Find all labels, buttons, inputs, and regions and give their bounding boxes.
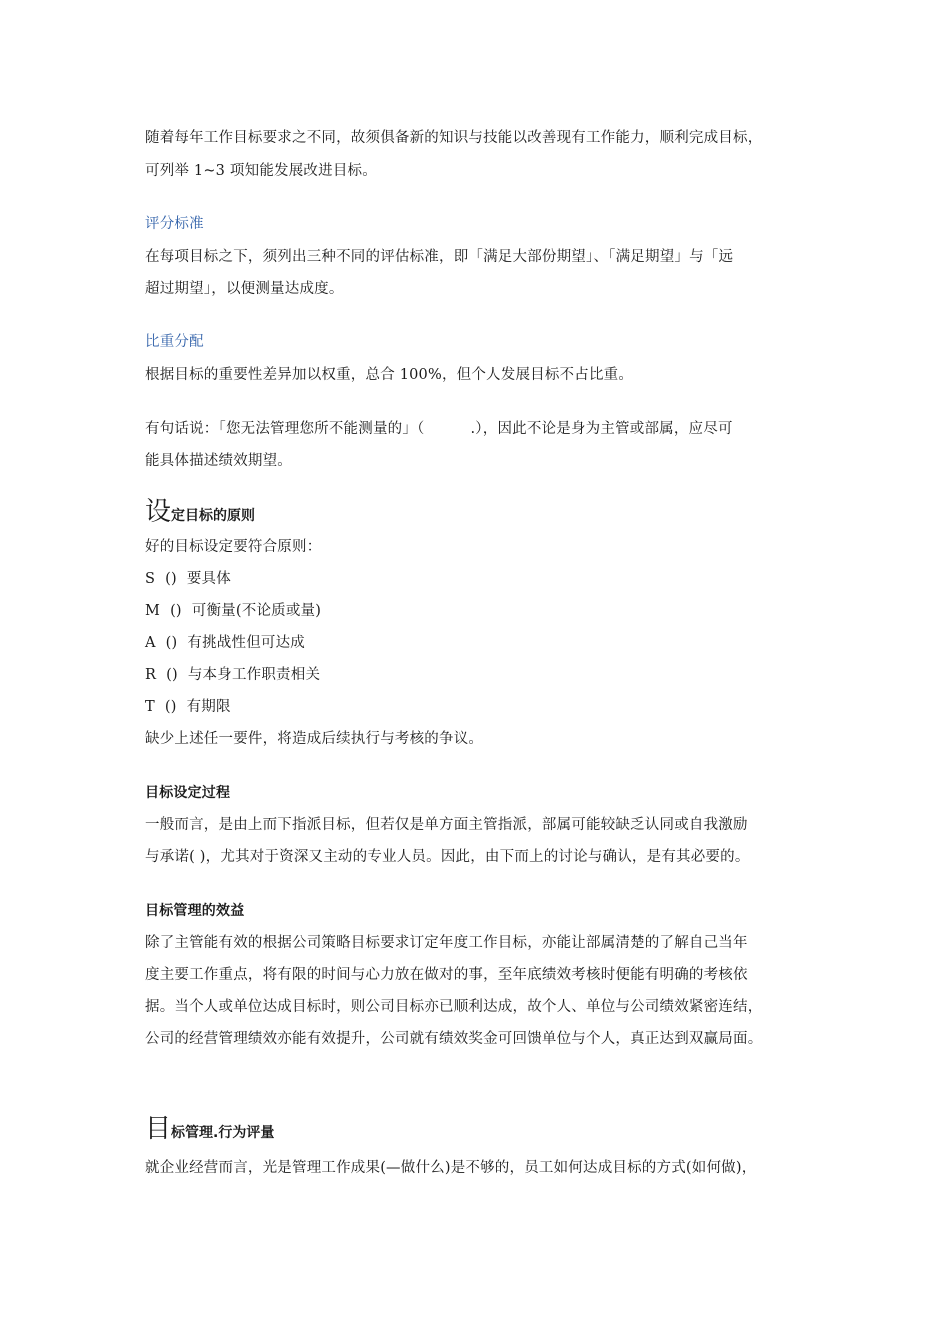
principle-letter: A xyxy=(145,635,156,651)
process-heading: 目标设定过程 xyxy=(145,785,231,801)
behavior-heading-rest: 标管理.行为评量 xyxy=(171,1125,275,1141)
process-line-1: 一般而言，是由上而下指派目标，但若仅是单方面主管指派，部属可能较缺乏认同或自我激励 xyxy=(145,817,748,833)
principle-text: 要具体 xyxy=(186,571,231,587)
weight-line-1: 根据目标的重要性差异加以权重，总合 100%，但个人发展目标不占比重。 xyxy=(145,367,634,383)
principles-heading-big-char: 设 xyxy=(145,497,172,527)
scoring-line-2: 超过期望」，以便测量达成度。 xyxy=(145,281,344,297)
intro-line-1: 随着每年工作目标要求之不同，故须俱备新的知识与技能以改善现有工作能力，顺利完成目标， xyxy=(145,130,763,146)
weight-heading: 比重分配 xyxy=(145,334,204,350)
principle-text: 可衡量(不论质或量) xyxy=(191,603,322,619)
scoring-line-1: 在每项目标之下，须列出三种不同的评估标准，即「满足大部份期望」、「满足期望」与「远 xyxy=(145,249,734,265)
principles-heading xyxy=(145,497,255,527)
principle-paren: () xyxy=(165,571,177,587)
principle-item-t xyxy=(145,697,231,717)
saying-line-2: 能具体描述绩效期望。 xyxy=(145,453,292,469)
principle-item-m xyxy=(145,601,321,621)
behavior-heading-big-char: 目 xyxy=(145,1114,172,1144)
principle-text: 有挑战性但可达成 xyxy=(187,635,305,651)
benefits-line-4: 公司的经营管理绩效亦能有效提升，公司就有绩效奖金可回馈单位与个人，真正达到双赢局面。 xyxy=(145,1031,763,1047)
principles-intro: 好的目标设定要符合原则： xyxy=(145,539,322,555)
principles-heading-rest: 定目标的原则 xyxy=(171,508,256,524)
benefits-line-2: 度主要工作重点，将有限的时间与心力放在做对的事，至年底绩效考核时便能有明确的考核依 xyxy=(145,967,748,983)
principles-closing: 缺少上述任一要件，将造成后续执行与考核的争议。 xyxy=(145,731,484,747)
principle-text: 与本身工作职责相关 xyxy=(187,667,321,683)
principle-paren: () xyxy=(170,603,182,619)
principle-paren: () xyxy=(166,667,178,683)
principle-letter: S xyxy=(145,571,156,587)
principle-paren: () xyxy=(165,635,178,651)
principle-text: 有期限 xyxy=(186,699,231,715)
benefits-line-1: 除了主管能有效的根据公司策略目标要求订定年度工作目标，亦能让部属清楚的了解自己当年 xyxy=(145,935,748,951)
intro-line-2: 可列举 1~3 项知能发展改进目标。 xyxy=(145,163,377,179)
principle-letter: T xyxy=(145,699,155,715)
principle-item-r xyxy=(145,665,320,685)
scoring-heading: 评分标准 xyxy=(145,216,204,232)
saying-line-1 xyxy=(145,419,733,439)
principle-letter: R xyxy=(145,667,157,683)
principle-item-a xyxy=(145,633,305,653)
behavior-line-1: 就企业经营而言，光是管理工作成果(—做什么)是不够的，员工如何达成目标的方式(如何做)， xyxy=(145,1160,757,1176)
process-line-2: 与承诺( )，尤其对于资深又主动的专业人员。因此，由下而上的讨论与确认，是有其必要的。 xyxy=(145,849,750,865)
benefits-line-3: 据。当个人或单位达成目标时，则公司目标亦已顺利达成，故个人、单位与公司绩效紧密连结， xyxy=(145,999,763,1015)
saying-part-2: .），因此不论是身为主管或部属，应尽可 xyxy=(470,421,733,437)
behavior-heading xyxy=(145,1114,274,1144)
principle-item-s xyxy=(145,569,231,589)
principle-paren: () xyxy=(164,699,177,715)
principle-letter: M xyxy=(145,603,161,619)
benefits-heading: 目标管理的效益 xyxy=(145,903,245,919)
saying-part-1: 有句话说：「您无法管理您所不能测量的」（ xyxy=(145,421,425,437)
